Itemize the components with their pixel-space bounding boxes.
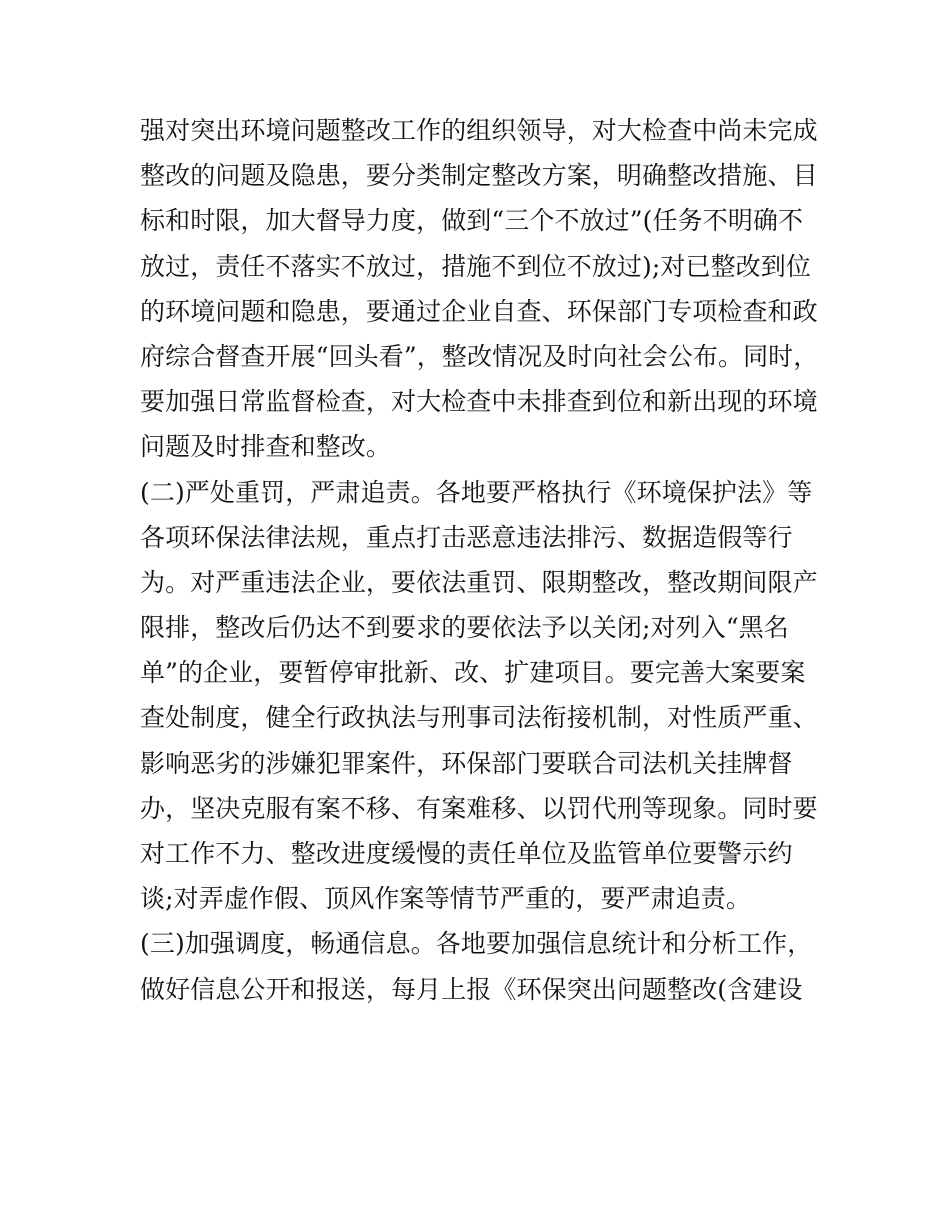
text-line: 对工作不力、整改进度缓慢的责任单位及监管单位要警示约 xyxy=(140,839,793,868)
text-line: 各项环保法律法规，重点打击恶意违法排污、数据造假等行 xyxy=(140,522,793,552)
text-line: 影响恶劣的涉嫌犯罪案件，环保部门要联合司法机关挂牌督 xyxy=(140,748,793,778)
text-line: 限排，整改后仍达不到要求的要依法予以关闭;对列入“黑名 xyxy=(140,613,789,643)
text-line: 办，坚决克服有案不移、有案难移、以罚代刑等现象。同时要 xyxy=(140,793,818,823)
text-line: 问题及时排查和整改。 xyxy=(140,432,392,462)
text-line: 要加强日常监督检查，对大检查中未排查到位和新出现的环境 xyxy=(140,387,818,417)
text-line: 查处制度，健全行政执法与刑事司法衔接机制，对性质严重、 xyxy=(140,703,818,733)
text-line: 标和时限，加大督导力度，做到“三个不放过”(任务不明确不 xyxy=(140,206,804,236)
text-line: 做好信息公开和报送，每月上报《环保突出问题整改(含建设 xyxy=(140,974,803,1004)
text-line: 单”的企业，要暂停审批新、改、扩建项目。要完善大案要案 xyxy=(140,658,806,688)
text-line: 放过，责任不落实不放过，措施不到位不放过);对已整改到位 xyxy=(140,251,811,281)
section-heading-line: (三)加强调度，畅通信息。各地要加强信息统计和分析工作， xyxy=(140,929,813,959)
text-line: 的环境问题和隐患，要通过企业自查、环保部门专项检查和政 xyxy=(140,296,818,326)
text-line: 为。对严重违法企业，要依法重罚、限期整改，整改期间限产 xyxy=(140,567,818,597)
section-heading-line: (二)严处重罚，严肃追责。各地要严格执行《环境保护法》等 xyxy=(140,477,813,507)
document-body xyxy=(140,108,820,1012)
text-line: 府综合督查开展“回头看”，整改情况及时向社会公布。同时， xyxy=(140,341,819,371)
text-line: 谈;对弄虚作假、顶风作案等情节严重的，要严肃追责。 xyxy=(140,884,751,914)
text-line: 整改的问题及隐患，要分类制定整改方案，明确整改措施、目 xyxy=(140,161,818,191)
text-line: 强对突出环境问题整改工作的组织领导，对大检查中尚未完成 xyxy=(140,116,818,145)
